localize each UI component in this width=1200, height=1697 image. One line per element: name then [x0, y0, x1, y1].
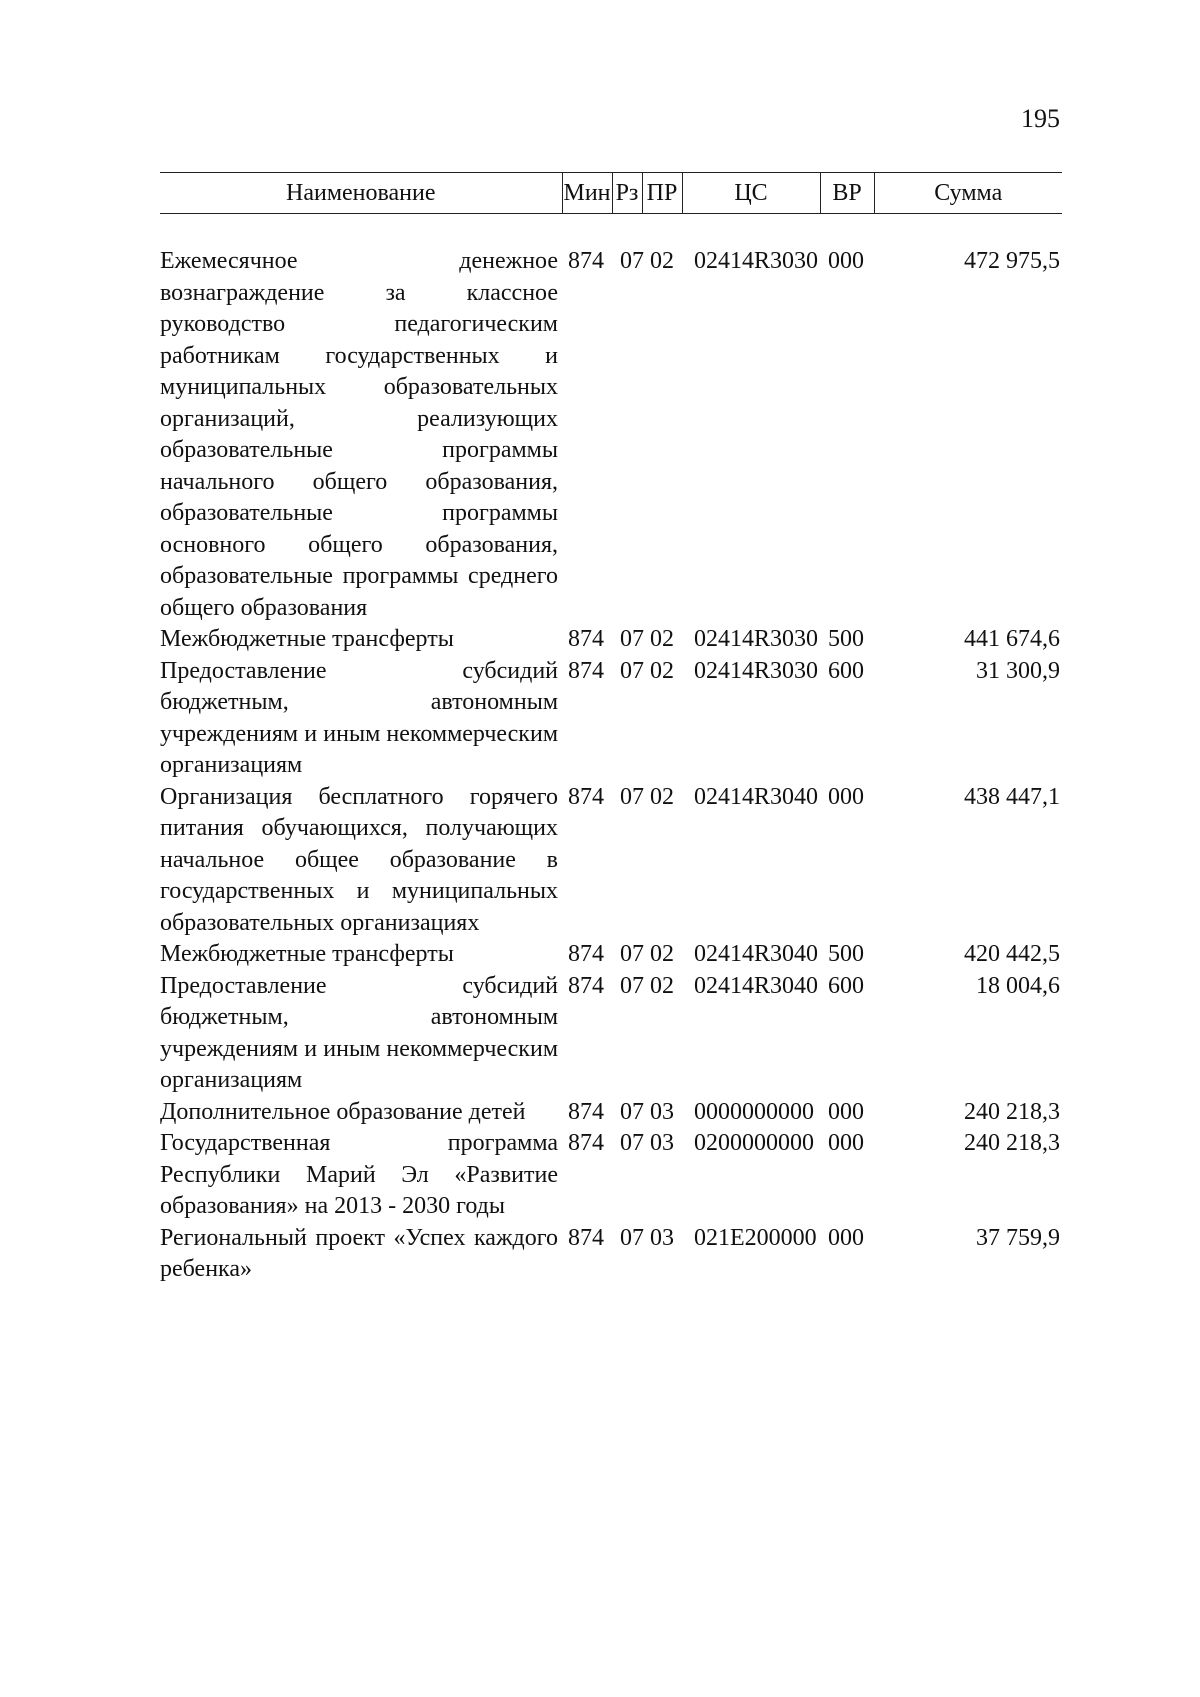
table-header-row: [160, 173, 1062, 214]
row-min: 874: [568, 941, 604, 967]
row-vr: 000: [828, 1130, 864, 1156]
row-cs: 0200000000: [694, 1130, 814, 1156]
row-sum: 240 218,3: [964, 1130, 1060, 1156]
row-rz: 07: [620, 1098, 644, 1125]
row-cs: 02414R3030: [694, 626, 819, 652]
table-row: [160, 782, 1062, 940]
row-sum: 240 218,3: [964, 1098, 1060, 1125]
table-row: [160, 656, 1062, 782]
table-row: [160, 1128, 1062, 1223]
row-name: Дополнительное образование детей: [160, 1098, 526, 1125]
row-pr: 03: [650, 1098, 674, 1125]
row-name: Предоставление субсидий бюджетным, автономным учреждениям и иным некоммерческим организациям: [160, 972, 558, 1093]
row-cs: 02414R3030: [694, 657, 819, 684]
header-min: Мин: [562, 173, 612, 214]
table-row: [160, 971, 1062, 1097]
row-vr: 600: [828, 657, 864, 684]
row-min: 874: [568, 626, 604, 652]
row-rz: 07: [620, 783, 644, 810]
row-rz: 07: [620, 1130, 644, 1156]
row-vr: 600: [828, 972, 864, 999]
row-name: Ежемесячное денежное вознаграждение за классное руководство педагогическим работникам государственных и муниципальных образовательных организаций, реализующих образовательные программы начального общего образования, образовательные программы основного общего образования, образовательные программы среднего общего образования: [160, 248, 558, 621]
header-cs: ЦС: [682, 173, 820, 214]
row-rz: 07: [620, 657, 644, 684]
row-min: 874: [568, 1098, 604, 1125]
row-sum: 441 674,6: [964, 626, 1060, 652]
header-pr: ПР: [642, 173, 682, 214]
row-vr: 500: [828, 626, 864, 652]
row-name: Государственная программа Республики Марий Эл «Развитие образования» на 2013 - 2030 годы: [160, 1130, 558, 1219]
row-vr: 000: [828, 1224, 864, 1251]
row-vr: 000: [828, 1098, 864, 1125]
row-pr: 02: [650, 626, 674, 652]
row-vr: 000: [828, 783, 864, 810]
row-cs: 02414R3040: [694, 783, 819, 810]
row-sum: 18 004,6: [976, 972, 1060, 999]
row-vr: 000: [828, 248, 864, 274]
spacer-row: [160, 214, 1062, 247]
row-sum: 472 975,5: [964, 248, 1060, 274]
row-cs: 0000000000: [694, 1098, 814, 1125]
row-min: 874: [568, 1130, 604, 1156]
header-rz: Рз: [612, 173, 642, 214]
row-sum: 420 442,5: [964, 941, 1060, 967]
row-name: Предоставление субсидий бюджетным, автономным учреждениям и иным некоммерческим организациям: [160, 657, 558, 778]
row-sum: 31 300,9: [976, 657, 1060, 684]
table-row: [160, 624, 1062, 656]
row-min: 874: [568, 783, 604, 810]
row-name: Межбюджетные трансферты: [160, 941, 454, 967]
header-vr: ВР: [820, 173, 874, 214]
row-rz: 07: [620, 972, 644, 999]
row-min: 874: [568, 657, 604, 684]
table-row: [160, 1097, 1062, 1129]
table-row: [160, 246, 1062, 624]
row-vr: 500: [828, 941, 864, 967]
table-row: [160, 939, 1062, 971]
row-min: 874: [568, 972, 604, 999]
row-cs: 02414R3040: [694, 972, 819, 999]
table-row: [160, 1223, 1062, 1286]
page-number: 195: [1021, 104, 1060, 133]
row-rz: 07: [620, 248, 644, 274]
row-pr: 03: [650, 1130, 674, 1156]
row-rz: 07: [620, 941, 644, 967]
row-rz: 07: [620, 626, 644, 652]
row-sum: 37 759,9: [976, 1224, 1060, 1251]
row-min: 874: [568, 1224, 604, 1251]
row-sum: 438 447,1: [964, 783, 1060, 810]
row-name: Межбюджетные трансферты: [160, 626, 454, 652]
header-name: Наименование: [160, 173, 562, 214]
header-sum: Сумма: [874, 173, 1062, 214]
row-pr: 02: [650, 972, 674, 999]
row-cs: 021E200000: [694, 1224, 817, 1251]
row-name: Региональный проект «Успех каждого ребенка»: [160, 1224, 558, 1282]
row-pr: 02: [650, 783, 674, 810]
row-pr: 02: [650, 248, 674, 274]
row-pr: 02: [650, 657, 674, 684]
row-cs: 02414R3040: [694, 941, 819, 967]
row-min: 874: [568, 248, 604, 274]
row-name: Организация бесплатного горячего питания обучающихся, получающих начальное общее образование в государственных и муниципальных образовательных организациях: [160, 783, 558, 936]
budget-table: [160, 172, 1062, 1286]
row-rz: 07: [620, 1224, 644, 1251]
row-pr: 02: [650, 941, 674, 967]
row-cs: 02414R3030: [694, 248, 819, 274]
row-pr: 03: [650, 1224, 674, 1251]
